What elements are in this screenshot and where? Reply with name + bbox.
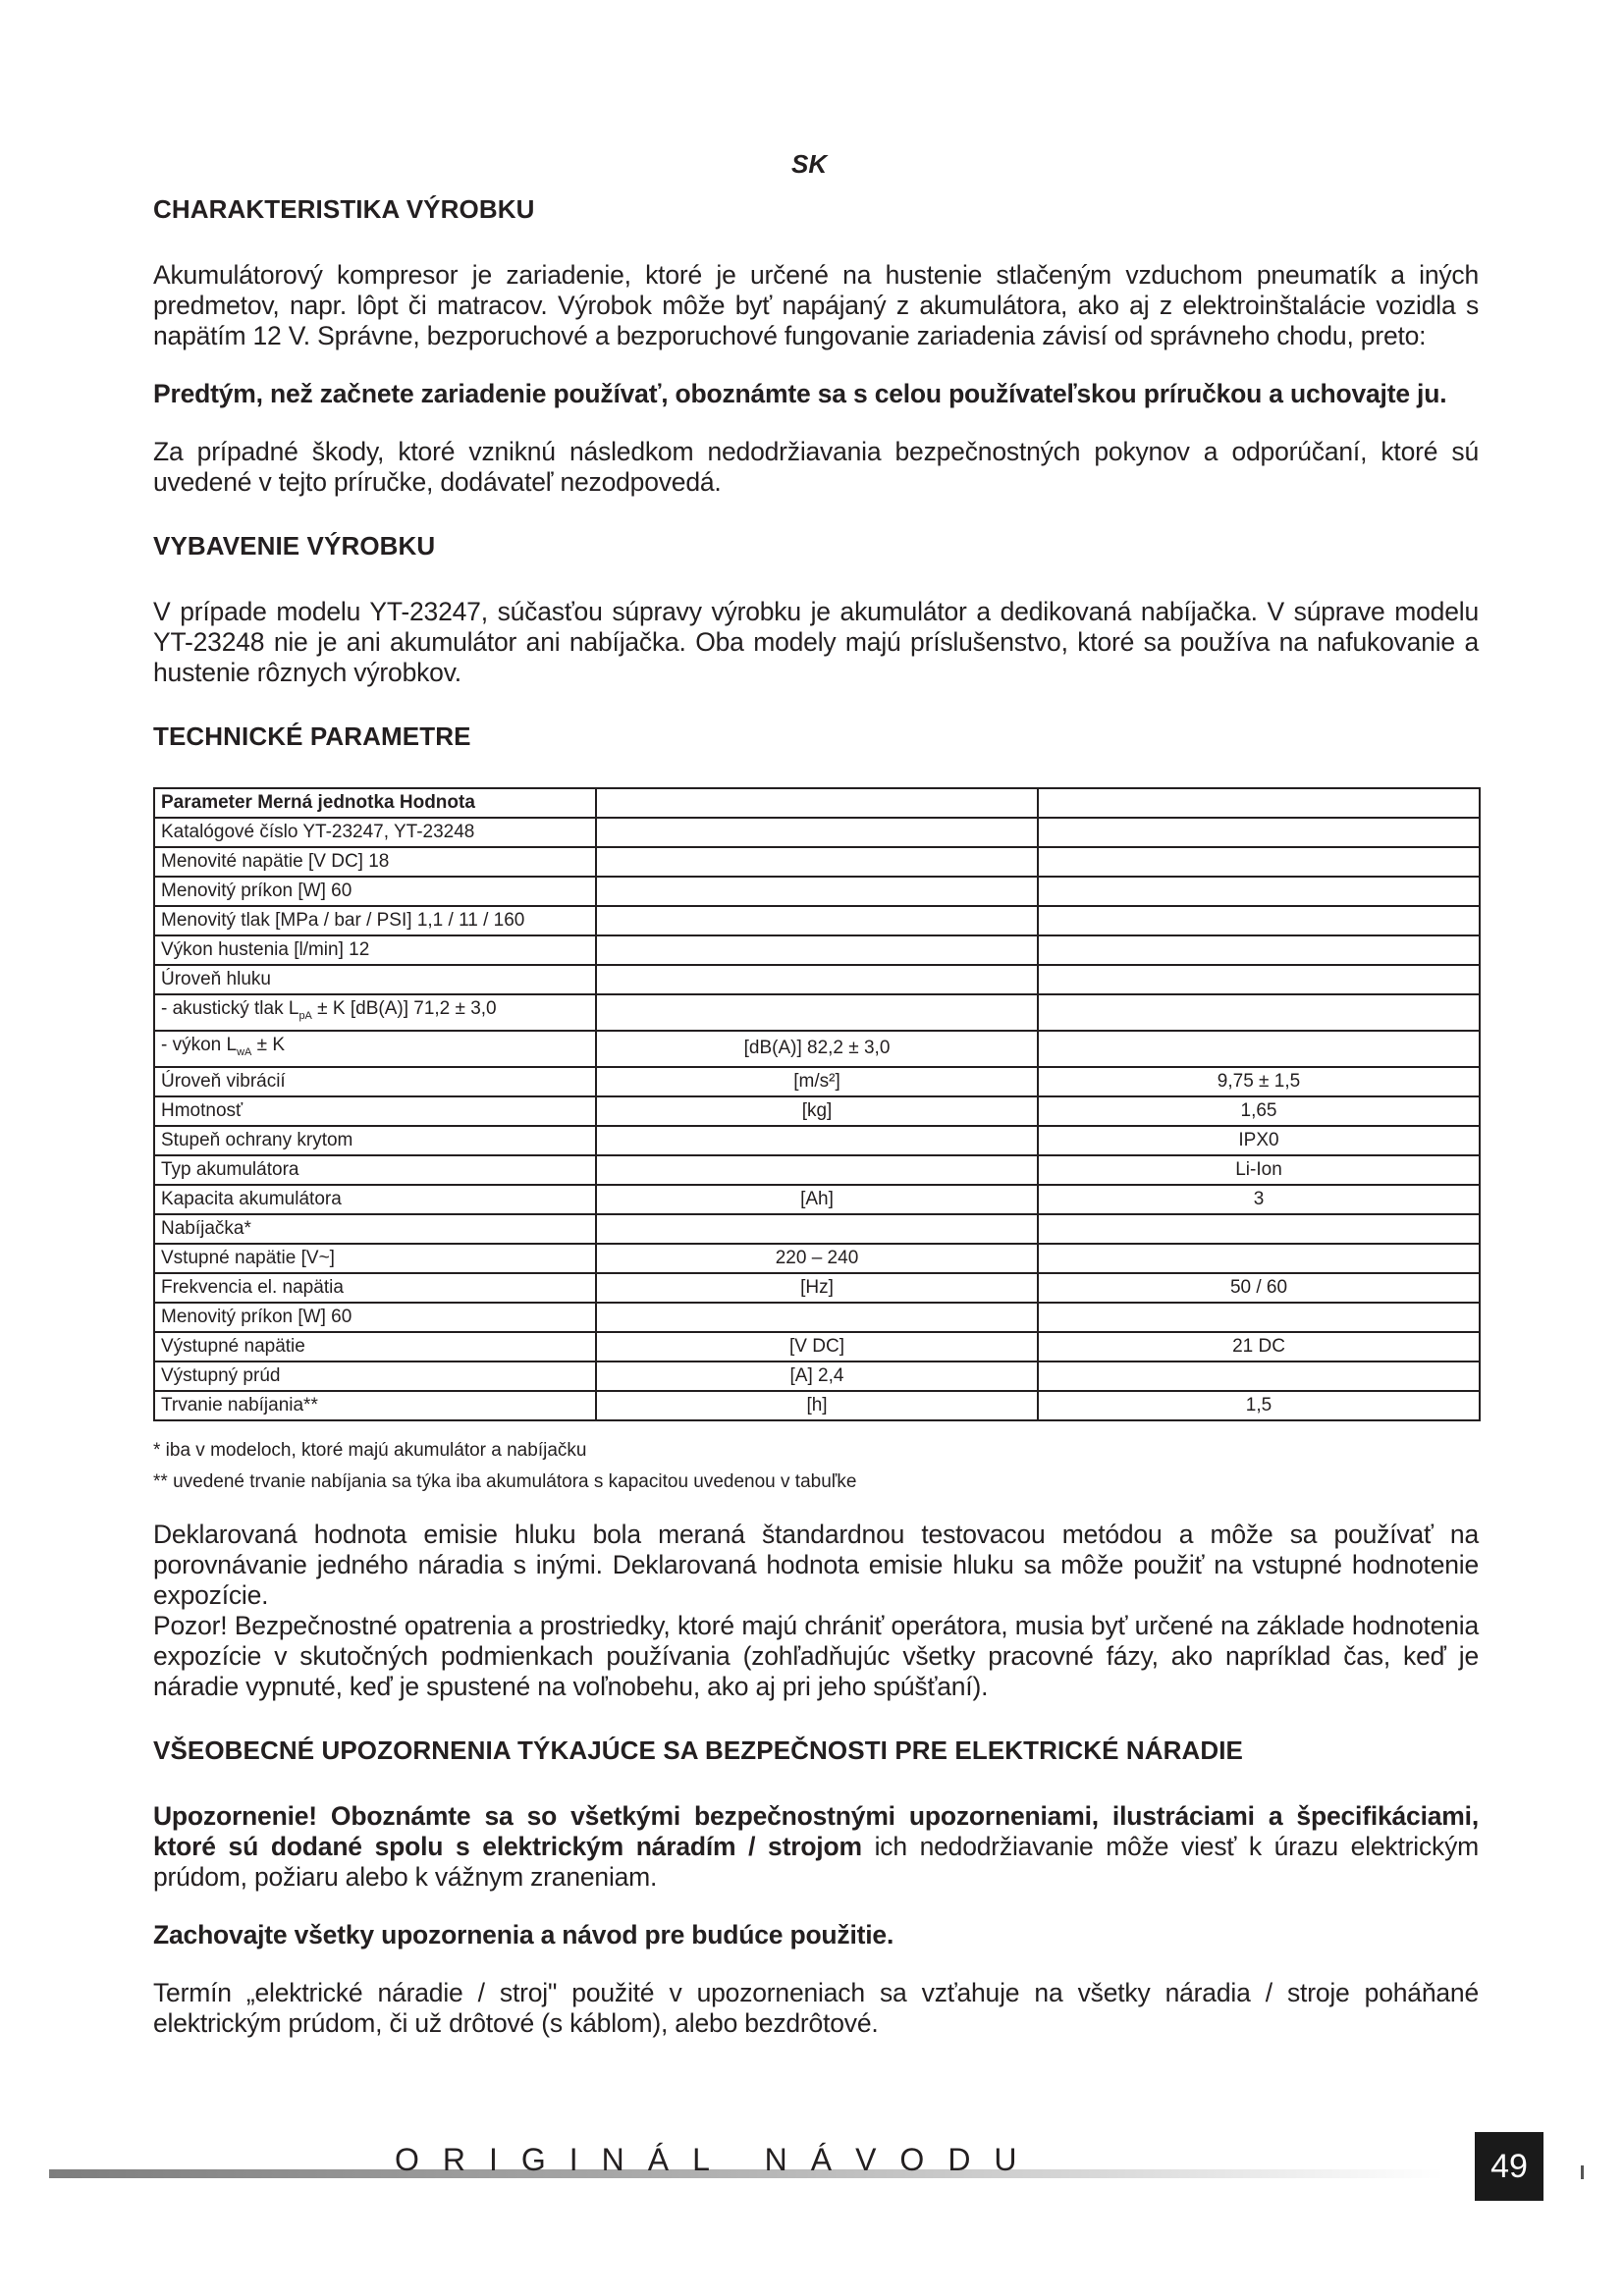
note-1: * iba v modeloch, ktoré majú akumulátor a nabíjačku <box>153 1439 587 1461</box>
table-cell-c1: Katalógové číslo YT-23247, YT-23248 <box>154 818 596 847</box>
table-cell-c2 <box>596 877 1038 906</box>
table-cell-c1: Úroveň hluku <box>154 965 596 994</box>
table-cell-c3: IPX0 <box>1038 1126 1480 1155</box>
table-row <box>154 818 1480 847</box>
table-cell-c2 <box>596 1126 1038 1155</box>
table-row <box>154 788 1480 818</box>
table-cell-c2: [V DC] <box>596 1332 1038 1362</box>
table-notes <box>153 1435 1479 1498</box>
table-row <box>154 1244 1480 1273</box>
table-cell-c1: Úroveň vibrácií <box>154 1067 596 1096</box>
table-cell-c1: Nabíjačka* <box>154 1214 596 1244</box>
table-cell-c1: Vstupné napätie [V~] <box>154 1244 596 1273</box>
table-cell-c2: [m/s²] <box>596 1067 1038 1096</box>
paragraph-term-definition: Termín „elektrické náradie / stroj" použité v upozorneniach sa vzťahuje na všetky náradia / stroje poháňané elektrickým prúdom, či už drôtové (s káblom), alebo bezdrôtové. <box>153 1977 1479 2038</box>
table-row <box>154 1126 1480 1155</box>
table-cell-c3 <box>1038 788 1480 818</box>
table-cell-c2 <box>596 1155 1038 1185</box>
table-cell-c2: [kg] <box>596 1096 1038 1126</box>
table-row <box>154 1391 1480 1420</box>
heading-technical-parameters: TECHNICKÉ PARAMETRE <box>153 721 471 751</box>
footer-title: ORIGINÁL NÁVODU <box>395 2142 1041 2177</box>
table-cell-c2: [Hz] <box>596 1273 1038 1303</box>
table-cell-c1: Výstupné napätie <box>154 1332 596 1362</box>
table-cell-c3 <box>1038 1303 1480 1332</box>
note-2: ** uvedené trvanie nabíjania sa týka iba akumulátora s kapacitou uvedenou v tabuľke <box>153 1470 857 1492</box>
table-cell-c3 <box>1038 1031 1480 1067</box>
table-row <box>154 1214 1480 1244</box>
table-cell-c2 <box>596 1303 1038 1332</box>
table-cell-c3 <box>1038 906 1480 935</box>
table-cell-c3 <box>1038 818 1480 847</box>
safety-warning-rest: ich nedodržiavanie môže viesť k úrazu elektrickým prúdom, požiaru alebo k vážnym zraneniam. <box>153 1831 1479 1892</box>
paragraph-characteristics: Akumulátorový kompresor je zariadenie, ktoré je určené na hustenie stlačeným vzduchom pneumatík a iných predmetov, napr. lôpt či matracov. Výrobok môže byť napájaný z akumulátora, ako aj z elektroinštalácie vozidla s napätím 12 V. Správne, bezporuchové a bezporuchové fungovanie zariadenia závisí od správneho chodu, preto: <box>153 260 1479 350</box>
page-content <box>153 188 1479 2039</box>
table-cell-c1: Trvanie nabíjania** <box>154 1391 596 1420</box>
table-cell-c2: 220 – 240 <box>596 1244 1038 1273</box>
table-cell-c1: Typ akumulátora <box>154 1155 596 1185</box>
table-cell-c3: 3 <box>1038 1185 1480 1214</box>
language-code: SK <box>791 149 828 179</box>
table-row <box>154 1362 1480 1391</box>
table-row <box>154 935 1480 965</box>
table-cell-c1: Frekvencia el. napätia <box>154 1273 596 1303</box>
table-cell-c3 <box>1038 935 1480 965</box>
paragraph-emission-2: Pozor! Bezpečnostné opatrenia a prostriedky, ktoré majú chrániť operátora, musia byť určené na základe hodnotenia expozície v skutočných podmienkach používania (zohľadňujúc všetky pracovné fázy, ako napríklad čas, keď je náradie vypnuté, keď je spustené na voľnobehu, ako aj pri jeho spúšťaní). <box>153 1610 1479 1701</box>
page-number: 49 <box>1475 2132 1543 2201</box>
table-cell-c2: [dB(A)] 82,2 ± 3,0 <box>596 1031 1038 1067</box>
table-row <box>154 1185 1480 1214</box>
table-cell-c1: Menovitý tlak [MPa / bar / PSI] 1,1 / 11 / 160 <box>154 906 596 935</box>
table-cell-c1: Menovité napätie [V DC] 18 <box>154 847 596 877</box>
table-cell-c2: [Ah] <box>596 1185 1038 1214</box>
table-cell-c1: Výstupný prúd <box>154 1362 596 1391</box>
table-cell-c2 <box>596 1214 1038 1244</box>
table-row <box>154 1303 1480 1332</box>
table-row <box>154 1332 1480 1362</box>
table-row <box>154 1031 1480 1067</box>
table-cell-c1: Kapacita akumulátora <box>154 1185 596 1214</box>
safety-warning-bold: Upozornenie! Oboznámte sa so všetkými bezpečnostnými upozorneniami, ilustráciami a špecifikáciami, ktoré sú dodané spolu s elektrickým náradím / strojom <box>153 1800 1479 1861</box>
table-cell-c3 <box>1038 1214 1480 1244</box>
table-cell-c3 <box>1038 877 1480 906</box>
table-cell-c2 <box>596 818 1038 847</box>
table-row <box>154 877 1480 906</box>
table-cell-c3: 1,65 <box>1038 1096 1480 1126</box>
table-cell-c3 <box>1038 965 1480 994</box>
table-cell-c1: Stupeň ochrany krytom <box>154 1126 596 1155</box>
table-cell-c1: Parameter Merná jednotka Hodnota <box>154 788 596 818</box>
table-cell-c1: Hmotnosť <box>154 1096 596 1126</box>
table-cell-c3 <box>1038 994 1480 1031</box>
paragraph-keep-warnings: Zachovajte všetky upozornenia a návod pre budúce použitie. <box>153 1919 894 1949</box>
table-cell-c3: 21 DC <box>1038 1332 1480 1362</box>
table-cell-c1: - akustický tlak $L_{pA} \pm K$ [dB(A)] 71,2 ± 3,0 <box>154 994 596 1031</box>
table-row <box>154 1273 1480 1303</box>
heading-equipment: VYBAVENIE VÝROBKU <box>153 531 436 561</box>
paragraph-liability: Za prípadné škody, ktoré vzniknú následkom nedodržiavania bezpečnostných pokynov a odporúčaní, ktoré sú uvedené v tejto príručke, dodávateľ nezodpovedá. <box>153 437 1479 497</box>
table-cell-c2 <box>596 935 1038 965</box>
table-cell-c2 <box>596 788 1038 818</box>
table-row <box>154 1096 1480 1126</box>
table-row <box>154 906 1480 935</box>
table-row <box>154 1067 1480 1096</box>
table-cell-c3 <box>1038 1244 1480 1273</box>
table-row <box>154 965 1480 994</box>
paragraph-read-manual: Predtým, než začnete zariadenie používať, oboznámte sa s celou používateľskou príručkou a uchovajte ju. <box>153 379 1447 408</box>
paragraph-equipment: V prípade modelu YT-23247, súčasťou súpravy výrobku je akumulátor a dedikovaná nabíjačka. V súprave modelu YT-23248 nie je ani akumulátor ani nabíjačka. Oba modely majú príslušenstvo, ktoré sa používa na nafukovanie a hustenie rôznych výrobkov. <box>153 597 1479 687</box>
table-row <box>154 847 1480 877</box>
paragraph-emission-1: Deklarovaná hodnota emisie hluku bola meraná štandardnou testovacou metódou a môže sa používať na porovnávanie jedného náradia s inými. Deklarovaná hodnota emisie hluku sa môže použiť na vstupné hodnotenie expozície. <box>153 1519 1479 1610</box>
table-cell-c2 <box>596 994 1038 1031</box>
heading-safety: VŠEOBECNÉ UPOZORNENIA TÝKAJÚCE SA BEZPEČNOSTI PRE ELEKTRICKÉ NÁRADIE <box>153 1735 1243 1765</box>
table-cell-c2 <box>596 965 1038 994</box>
paragraph-safety-warning <box>153 1801 1479 1893</box>
table-cell-c1: Menovitý príkon [W] 60 <box>154 877 596 906</box>
table-row <box>154 1155 1480 1185</box>
table-cell-c3: 1,5 <box>1038 1391 1480 1420</box>
heading-characteristics: CHARAKTERISTIKA VÝROBKU <box>153 194 535 224</box>
table-cell-c2: [h] <box>596 1391 1038 1420</box>
table-cell-c1: Menovitý príkon [W] 60 <box>154 1303 596 1332</box>
table-cell-c3 <box>1038 847 1480 877</box>
table-cell-c3: Li-Ion <box>1038 1155 1480 1185</box>
footer-tick <box>1581 2165 1584 2179</box>
table-cell-c3: 9,75 ± 1,5 <box>1038 1067 1480 1096</box>
table-cell-c3 <box>1038 1362 1480 1391</box>
table-cell-c2: [A] 2,4 <box>596 1362 1038 1391</box>
table-cell-c3: 50 / 60 <box>1038 1273 1480 1303</box>
table-cell-c1: Výkon hustenia [l/min] 12 <box>154 935 596 965</box>
table-cell-c2 <box>596 906 1038 935</box>
table-row <box>154 994 1480 1031</box>
table-cell-c2 <box>596 847 1038 877</box>
spec-table <box>153 787 1481 1421</box>
table-cell-c1: - výkon $L_{wA} \pm K$ <box>154 1031 596 1067</box>
